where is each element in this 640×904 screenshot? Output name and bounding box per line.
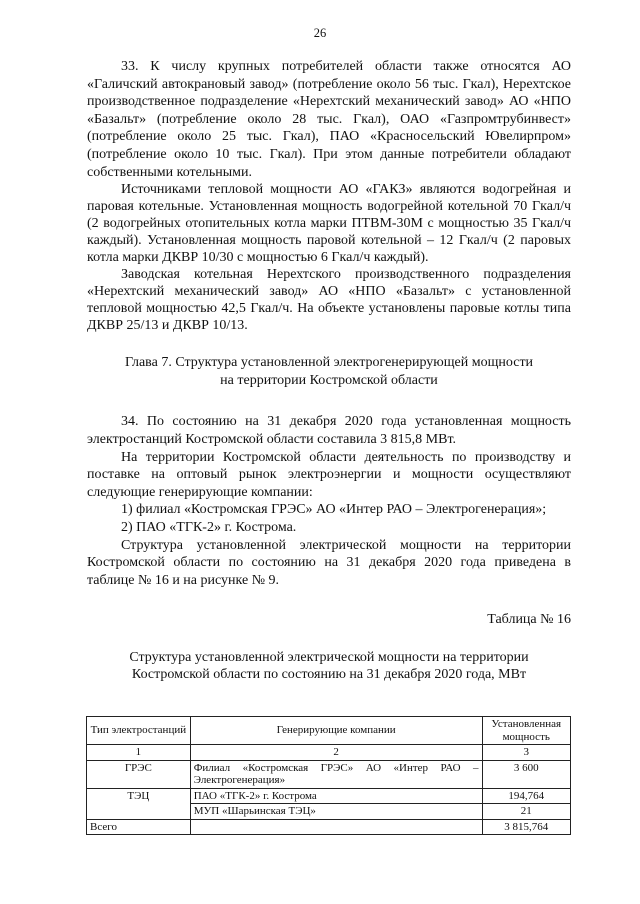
chapter-title-line-1: Глава 7. Структура установленной электрогенерирующей мощности xyxy=(124,355,534,371)
chapter-title-line-2: на территории Костромской области xyxy=(220,372,438,388)
table-label: Таблица № 16 xyxy=(487,612,571,628)
cell-company: МУП «Шарьинская ТЭЦ» xyxy=(190,804,482,820)
table-number-row xyxy=(87,745,571,761)
list-item-2: 2) ПАО «ТГК-2» г. Кострома. xyxy=(121,519,297,535)
column-number-3: 3 xyxy=(482,745,570,761)
column-number-2: 2 xyxy=(190,745,482,761)
capacity-table xyxy=(86,716,571,835)
paragraph-nerekhta: Заводская котельная Нерехтского производственного подразделения «Нерехтский механический завод» АО «НПО «Базальт» с установленной тепловой мощностью 42,5 Гкал/ч. На объекте установлены паровые котлы типа ДКВР 25/13 и ДКВР 10/13. xyxy=(87,267,571,334)
table-caption-line-2: Костромской области по состоянию на 31 декабря 2020 года, МВт xyxy=(131,667,527,683)
table-total-row xyxy=(87,819,571,835)
paragraph-structure: Структура установленной электрической мощности на территории Костромской области по состоянию на 31 декабря 2020 года приведена в таблице № 16 и на рисунке № 9. xyxy=(87,537,571,588)
total-value: 3 815,764 xyxy=(482,819,570,835)
header-station-type: Тип электростанций xyxy=(87,717,191,745)
table-header-row xyxy=(87,717,571,745)
page-number: 26 xyxy=(313,26,327,40)
cell-type: ГРЭС xyxy=(87,760,191,788)
cell-power: 194,764 xyxy=(482,788,570,804)
chapter-title xyxy=(87,354,571,389)
paragraph-34: 34. По состоянию на 31 декабря 2020 года установленная мощность электростанций Костромской области составила 3 815,8 МВт. xyxy=(87,414,571,447)
column-number-1: 1 xyxy=(87,745,191,761)
total-label: Всего xyxy=(87,819,191,835)
header-companies: Генерирующие компании xyxy=(190,717,482,745)
table-caption xyxy=(87,649,571,684)
paragraph-gakz: Источниками тепловой мощности АО «ГАКЗ» являются водогрейная и паровая котельные. Установленная мощность водогрейной котельной 70 Гкал/ч (2 водогрейных отопительных котла марки ПТВМ-30М с мощностью 35 Гкал/ч каждый). Установленная мощность паровой котельной – 12 Гкал/ч (2 паровых котла марки ДКВР 10/30 с мощностью 6 Гкал/ч каждый). xyxy=(87,182,571,266)
table-row xyxy=(87,788,571,804)
cell-power: 21 xyxy=(482,804,570,820)
table-row xyxy=(87,760,571,788)
cell-type: ТЭЦ xyxy=(87,788,191,819)
paragraph-33: 33. К числу крупных потребителей области также относятся АО «Галичский автокрановый завод» (потребление около 56 тыс. Гкал), Нерехтское производственное подразделение «Нерехтский механический завод» АО «НПО «Базальт» (потребление около 28 тыс. Гкал), ОАО «Газпромтрубинвест» (потребление около 25 тыс. Гкал), ПАО «Красносельский Ювелирпром» (потребление около 10 тыс. Гкал). При этом данные потребители обладают собственными котельными. xyxy=(87,59,571,180)
total-empty-cell xyxy=(190,819,482,835)
cell-company: ПАО «ТГК-2» г. Кострома xyxy=(190,788,482,804)
header-capacity: Установленная мощность xyxy=(482,717,570,745)
cell-power: 3 600 xyxy=(482,760,570,788)
paragraph-companies-intro: На территории Костромской области деятельность по производству и поставке на оптовый рынок электроэнергии и мощности осуществляют следующие генерирующие компании: xyxy=(87,449,571,500)
cell-company: Филиал «Костромская ГРЭС» АО «Интер РАО – Электрогенерация» xyxy=(190,760,482,788)
table-caption-line-1: Структура установленной электрической мощности на территории xyxy=(129,649,529,665)
document-body xyxy=(87,58,571,700)
list-item-1: 1) филиал «Костромская ГРЭС» АО «Интер РАО – Электрогенерация»; xyxy=(121,502,547,518)
